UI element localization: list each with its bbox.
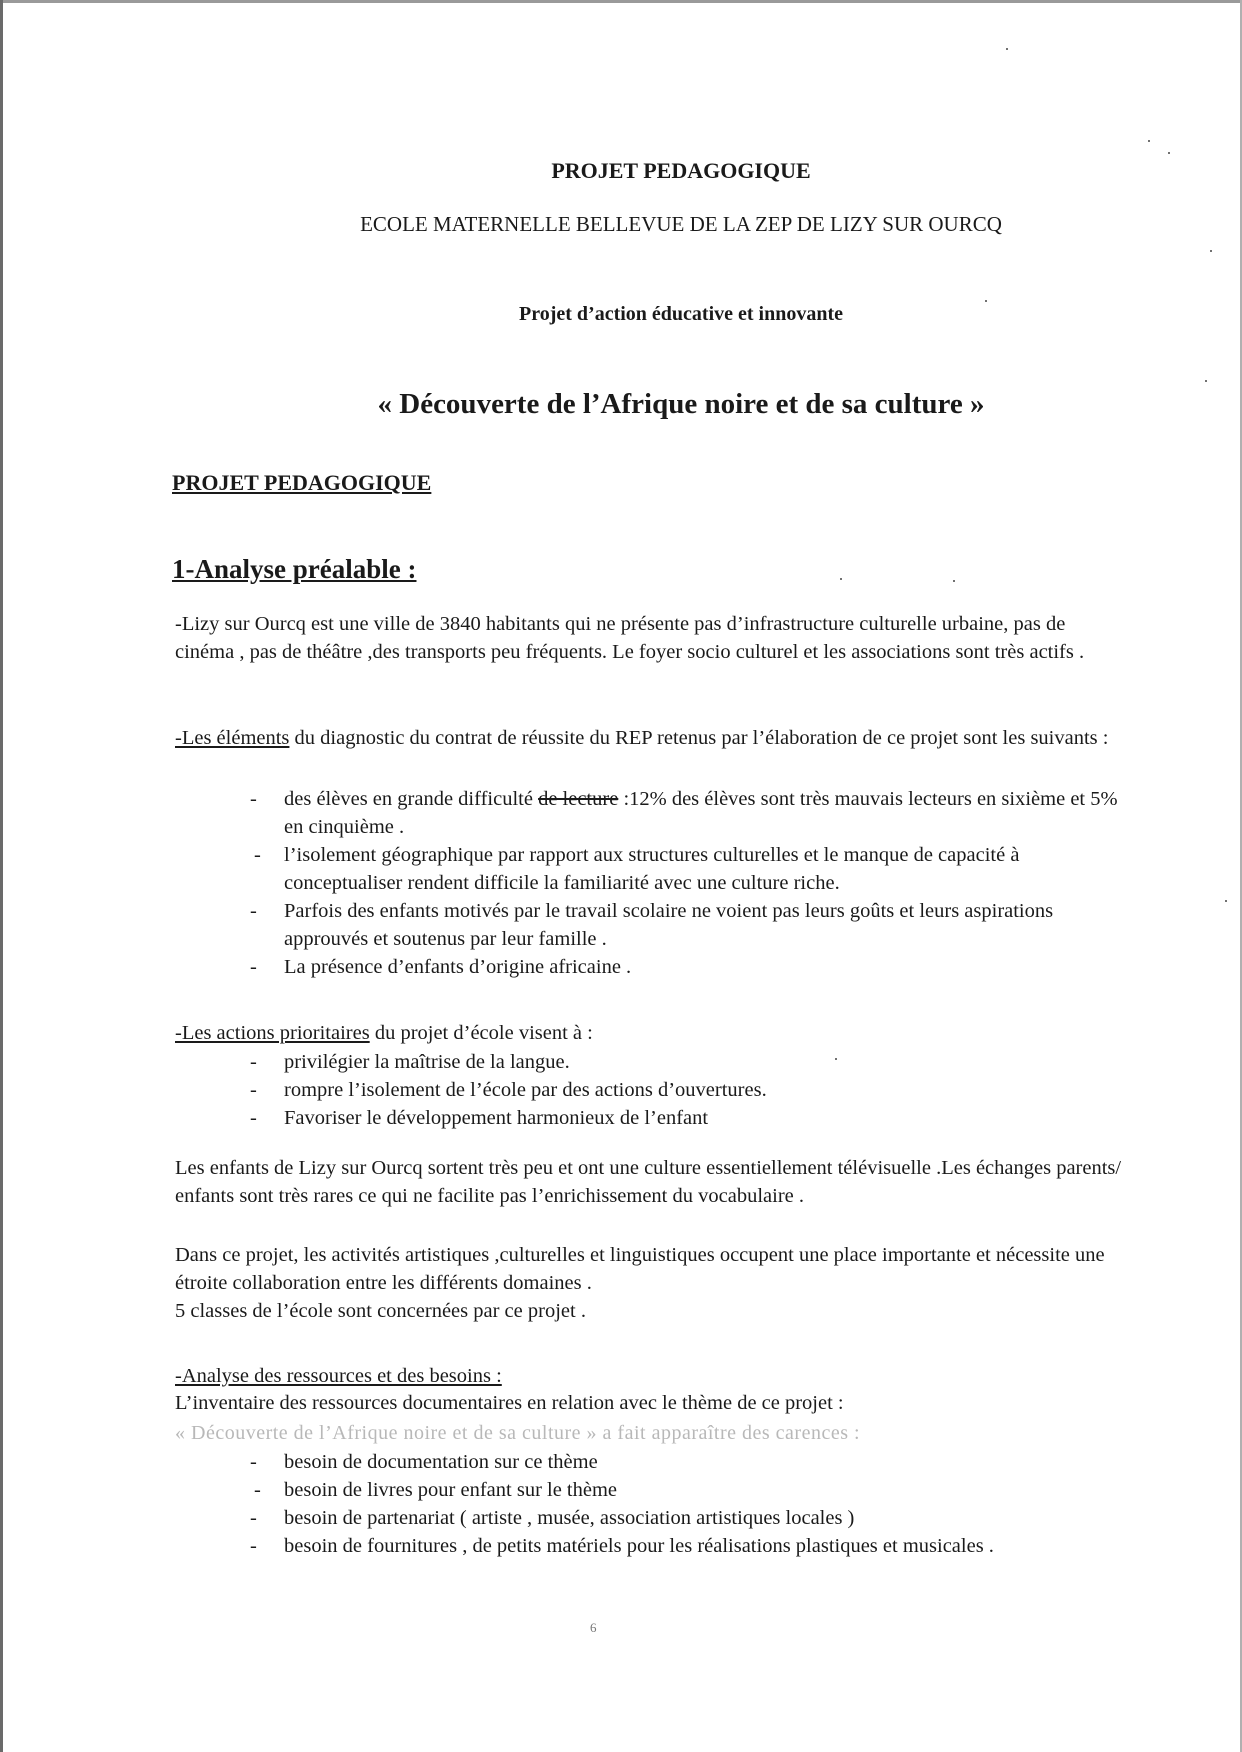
list-item: - La présence d’enfants d’origine africaine .: [250, 953, 1130, 981]
intro-paragraph: -Lizy sur Ourcq est une ville de 3840 habitants qui ne présente pas d’infrastructure culturelle urbaine, pas de cinéma , pas de théâtre ,des transports peu fréquents. Le foyer socio culturel et les associations sont très actifs .: [175, 613, 1085, 663]
scan-edge-top: [0, 0, 1242, 3]
list-item: - Parfois des enfants motivés par le travail scolaire ne voient pas leurs goûts et leurs aspirations approuvés et soutenus par leur famille .: [250, 897, 1130, 953]
project-theme: « Découverte de l’Afrique noire et de sa culture »: [377, 388, 985, 420]
classes-line: 5 classes de l’école sont concernées par ce projet .: [175, 1300, 586, 1322]
page-mark: 6: [590, 1620, 597, 1635]
priorities-lead-rest: du projet d’école visent à :: [369, 1022, 593, 1044]
list-item: - rompre l’isolement de l’école par des actions d’ouvertures.: [250, 1076, 1130, 1104]
context-paragraph: Les enfants de Lizy sur Ourcq sortent très peu et ont une culture essentiellement télévisuelle .Les échanges parents/ enfants sont très rares ce qui ne facilite pas l’enrichissement du vocabulaire .: [175, 1157, 1122, 1207]
scan-speck: [1148, 140, 1150, 142]
list-item: - Favoriser le développement harmonieux de l’enfant: [250, 1104, 1130, 1132]
scan-speck: [1168, 152, 1170, 154]
scan-speck: [953, 580, 955, 582]
scan-speck: [1225, 900, 1227, 902]
resources-heading: -Analyse des ressources et des besoins :: [175, 1365, 502, 1387]
school-name: ECOLE MATERNELLE BELLEVUE DE LA ZEP DE LIZY SUR OURCQ: [360, 212, 1002, 236]
priorities-lead-underlined: -Les actions prioritaires: [175, 1022, 370, 1044]
scan-speck: [1210, 250, 1212, 252]
scan-edge-left: [0, 0, 3, 1752]
list-item: - besoin de partenariat ( artiste , musée, association artistiques locales ): [250, 1504, 1130, 1532]
resources-inventory-line: L’inventaire des ressources documentaires en relation avec le thème de ce projet :: [175, 1392, 844, 1414]
list-item: - besoin de documentation sur ce thème: [250, 1448, 1130, 1476]
section-title: PROJET PEDAGOGIQUE: [172, 470, 432, 495]
list-item: - besoin de fournitures , de petits matériels pour les réalisations plastiques et musicales .: [250, 1532, 1130, 1560]
scan-speck: [840, 578, 842, 580]
analysis-heading: 1-Analyse préalable :: [172, 554, 417, 584]
list-item: - des élèves en grande difficulté de lecture :12% des élèves sont très mauvais lecteurs en sixième et 5% en cinquième .: [250, 785, 1130, 841]
diagnostic-lead-rest: du diagnostic du contrat de réussite du REP retenus par l’élaboration de ce projet sont les suivants :: [289, 727, 1109, 749]
needs-list: [250, 1448, 1130, 1560]
document-subtitle: Projet d’action éducative et innovante: [518, 303, 844, 325]
struck-text: de lecture: [538, 788, 619, 810]
scan-speck: [1205, 380, 1207, 382]
list-item: - l’isolement géographique par rapport aux structures culturelles et le manque de capacité à conceptualiser rendent difficile la familiarité avec une culture riche.: [250, 841, 1130, 897]
faded-line: « Découverte de l’Afrique noire et de sa culture » a fait apparaître des carences :: [175, 1422, 861, 1444]
project-paragraph: Dans ce projet, les activités artistiques ,culturelles et linguistiques occupent une place importante et nécessite une étroite collaboration entre les différents domaines .: [175, 1244, 1105, 1294]
scan-speck: [985, 300, 987, 302]
list-item: - privilégier la maîtrise de la langue.: [250, 1048, 1130, 1076]
list-item: - besoin de livres pour enfant sur le thème: [250, 1476, 1130, 1504]
priorities-lead: [175, 1020, 1125, 1048]
priorities-list: [250, 1048, 1130, 1132]
diagnostic-lead-underlined: -Les éléments: [175, 727, 290, 749]
diagnostic-list: [250, 785, 1130, 981]
diagnostic-lead: [175, 725, 1125, 753]
document-title: PROJET PEDAGOGIQUE: [551, 158, 811, 183]
scan-speck: [1006, 48, 1008, 50]
